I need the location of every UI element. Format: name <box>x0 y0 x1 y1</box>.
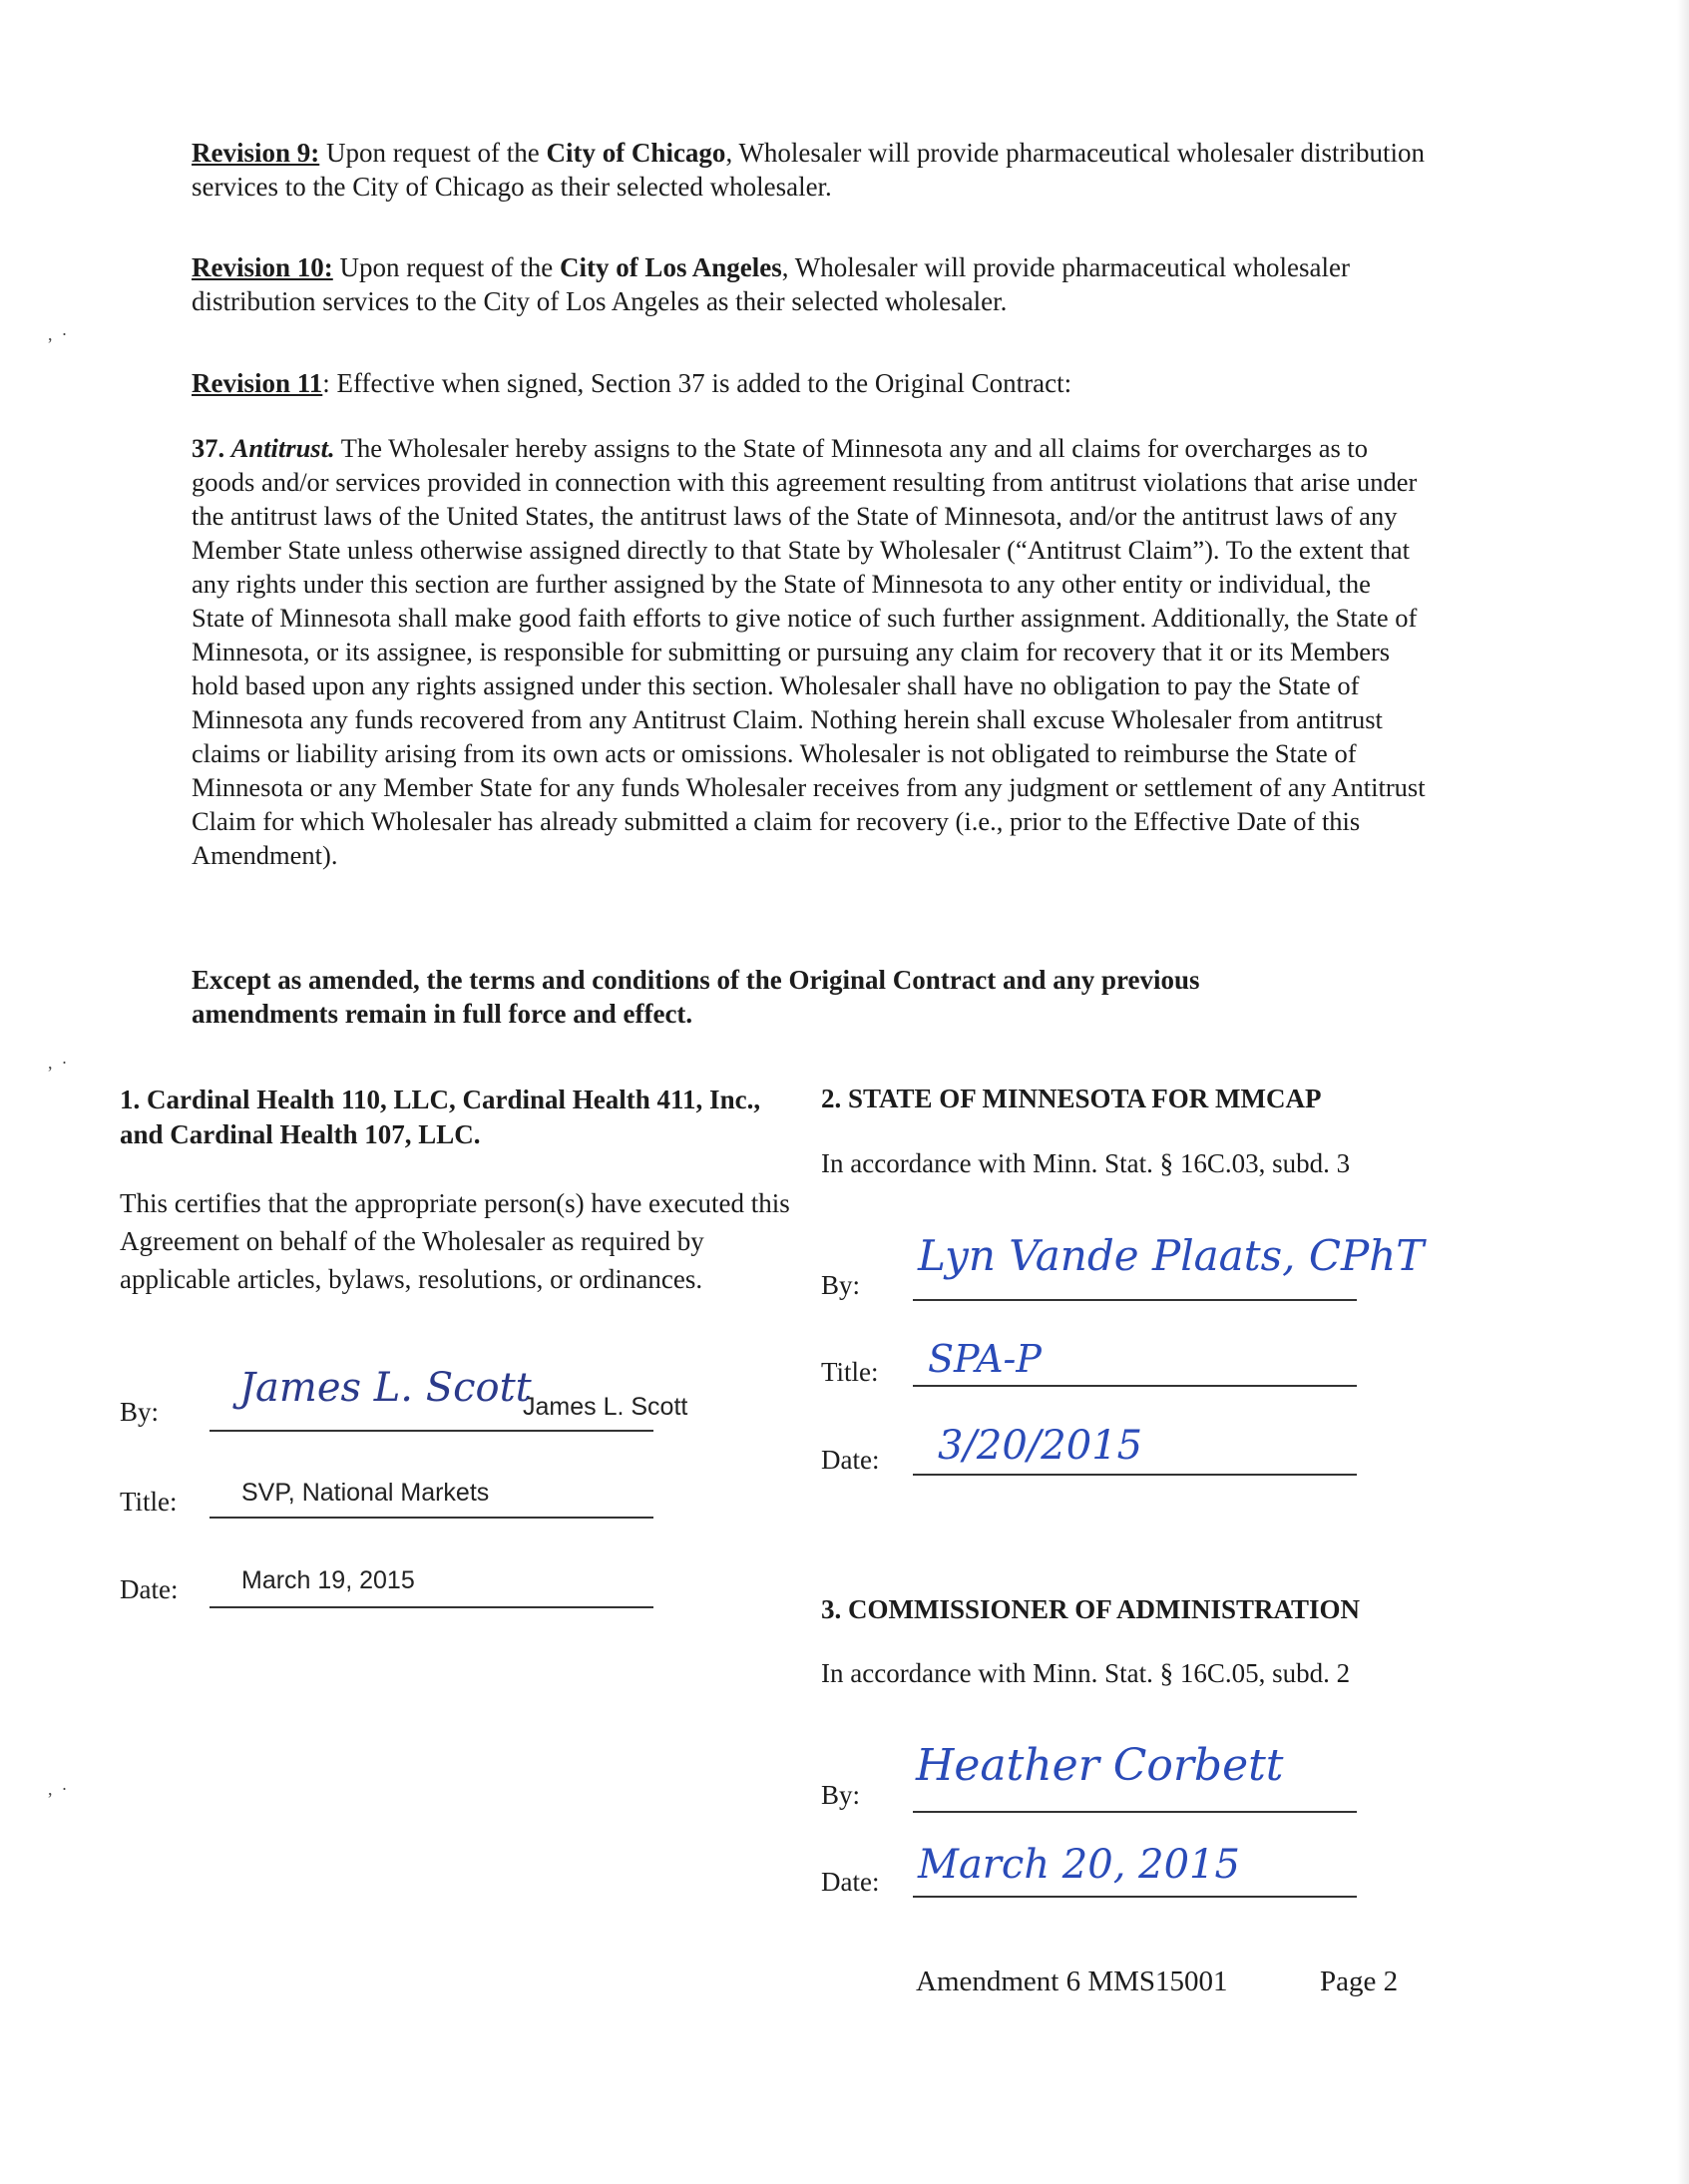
party-2-signature: Lyn Vande Plaats, CPhT <box>918 1231 1425 1280</box>
footer-page-number: Page 2 <box>1320 1966 1399 1997</box>
margin-scan-mark: , · <box>48 1053 68 1073</box>
scan-edge-shadow <box>1677 0 1689 2184</box>
party-1-signer-name: James L. Scott <box>523 1393 688 1421</box>
party-2-title-label: Title: <box>821 1357 879 1387</box>
party-3-date-value: March 20, 2015 <box>918 1842 1240 1888</box>
revision-10-pre: Upon request of the <box>332 252 560 282</box>
revision-11-text: : Effective when signed, Section 37 is added to the Original Contract: <box>322 368 1072 398</box>
party-2-by-label: By: <box>821 1270 861 1300</box>
party-2-title-value: SPA-P <box>928 1337 1042 1381</box>
margin-scan-mark: , · <box>48 1779 68 1799</box>
party-1-signature: James L. Scott <box>239 1365 532 1411</box>
section-37-paragraph <box>192 431 1429 872</box>
revision-10-entity: City of Los Angeles <box>559 252 782 282</box>
footer-document-id: Amendment 6 MMS15001 <box>916 1966 1228 1997</box>
revision-10-label: Revision 10: <box>192 252 333 282</box>
revision-9-paragraph <box>192 136 1429 204</box>
party-1-date-line <box>210 1606 653 1608</box>
revision-9-pre: Upon request of the <box>319 138 547 168</box>
party-1-by-line <box>210 1430 653 1432</box>
party-2-date-line <box>913 1474 1357 1476</box>
party-3-by-line <box>913 1811 1357 1813</box>
party-3-signature: Heather Corbett <box>916 1740 1284 1791</box>
section-37-body: The Wholesaler hereby assigns to the State of Minnesota any and all claims for overcharges as to goods and/or services provided in connection with this agreement resulting from antitrust violations that arise under the antitrust laws of the United States, the antitrust laws of the State of Minnesota, and/or the antitrust laws of any Member State unless otherwise assigned directly to that State by Wholesaler (“Antitrust Claim”). To the extent that any rights under this section are further assigned by the State of Minnesota to any other entity or individual, the State of Minnesota shall make good faith efforts to give notice of such further assignment. Additionally, the State of Minnesota, or its assignee, is responsible for submitting or pursuing any claim for recovery that it or its Members hold based upon any rights assigned under this section. Wholesaler shall have no obligation to pay the State of Minnesota any funds recovered from any Antitrust Claim. Nothing herein shall excuse Wholesaler from antitrust claims or liability arising from its own acts or omissions. Wholesaler is not obligated to reimburse the State of Minnesota or any Member State for any funds Wholesaler receives from any judgment or settlement of any Antitrust Claim for which Wholesaler has already submitted a claim for recovery (i.e., prior to the Effective Date of this Amendment). <box>192 433 1426 870</box>
revision-11-paragraph <box>192 366 1429 400</box>
party-1-date-label: Date: <box>120 1574 179 1604</box>
revision-10-text: , Wholesaler will provide pharmaceutical wholesaler distribution services to the City of Los Angeles as their selected wholesaler. <box>192 252 1350 316</box>
party-3-by-label: By: <box>821 1780 861 1810</box>
section-37-title: Antitrust. <box>230 433 335 463</box>
party-3-statute: In accordance with Minn. Stat. § 16C.05, subd. 2 <box>821 1658 1351 1688</box>
party-1-title-label: Title: <box>120 1487 178 1517</box>
party-3-date-line <box>913 1896 1357 1898</box>
party-1-heading: 1. Cardinal Health 110, LLC, Cardinal Health 411, Inc., and Cardinal Health 107, LLC. <box>120 1085 761 1149</box>
party-2-title-line <box>913 1385 1357 1387</box>
party-1-certification: This certifies that the appropriate person(s) have executed this Agreement on behalf of the Wholesaler as required by applicable articles, bylaws, resolutions, or ordinances. <box>120 1188 790 1294</box>
party-2-by-line <box>913 1299 1357 1301</box>
party-3-date-label: Date: <box>821 1867 880 1897</box>
revision-11-label: Revision 11 <box>192 368 323 398</box>
section-37-number: 37. <box>192 433 231 463</box>
margin-scan-mark: , · <box>48 324 68 344</box>
party-2-heading: 2. STATE OF MINNESOTA FOR MMCAP <box>821 1084 1322 1113</box>
revision-9-label: Revision 9: <box>192 138 320 168</box>
revision-9-text: , Wholesaler will provide pharmaceutical wholesaler distribution services to the City of Chicago as their selected wholesaler. <box>192 138 1425 202</box>
party-1-title-value: SVP, National Markets <box>241 1479 490 1507</box>
party-2-date-value: 3/20/2015 <box>938 1423 1143 1469</box>
revision-9-entity: City of Chicago <box>546 138 726 168</box>
party-2-date-label: Date: <box>821 1445 880 1475</box>
party-1-title-line <box>210 1517 653 1519</box>
party-2-statute: In accordance with Minn. Stat. § 16C.03, subd. 3 <box>821 1148 1351 1178</box>
revision-10-paragraph <box>192 250 1429 318</box>
closing-statement: Except as amended, the terms and conditions of the Original Contract and any previous amendments remain in full force and effect. <box>192 965 1200 1029</box>
party-1-date-value: March 19, 2015 <box>241 1566 415 1594</box>
party-3-heading: 3. COMMISSIONER OF ADMINISTRATION <box>821 1594 1361 1624</box>
party-1-by-label: By: <box>120 1397 160 1427</box>
